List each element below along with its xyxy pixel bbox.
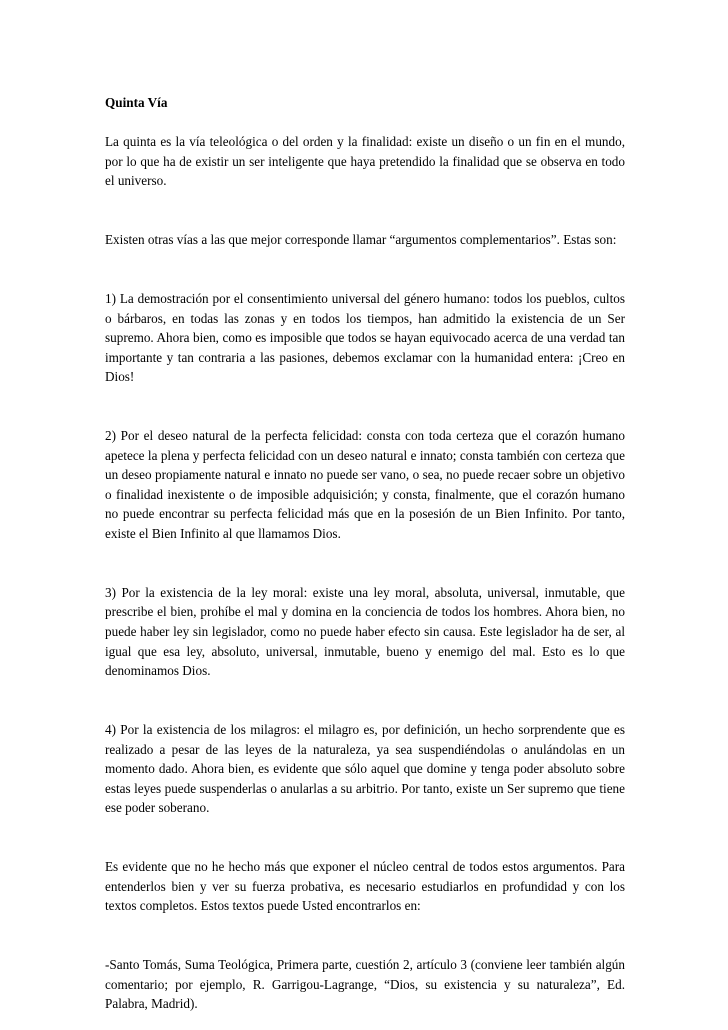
paragraph-gap — [105, 544, 625, 583]
paragraph-gap — [105, 916, 625, 955]
paragraph-quinta-via: La quinta es la vía teleológica o del orden y la finalidad: existe un diseño o un fin en el mundo, por lo que ha de existir un ser inteligente que haya pretendido la finalidad que se observa en todo el universo. — [105, 134, 625, 189]
document-page — [105, 93, 625, 1014]
section-heading: Quinta Vía — [105, 95, 168, 110]
paragraph-argument-4: 4) Por la existencia de los milagros: el milagro es, por definición, un hecho sorprendente que es realizado a pesar de las leyes de la naturaleza, ya sea suspendiéndolas o anulándolas en un momento dado. Ahora bien, es evidente que sólo aquel que domine y tenga poder absoluto sobre estas leyes puede suspenderlas o anularlas a su arbitrio. Por tanto, existe un Ser supremo que tiene ese poder soberano. — [105, 722, 625, 816]
paragraph-gap — [105, 818, 625, 857]
paragraph-gap — [105, 191, 625, 230]
paragraph-argument-3: 3) Por la existencia de la ley moral: existe una ley moral, absoluta, universal, inmutable, que prescribe el bien, prohíbe el mal y domina en la conciencia de todos los hombres. Ahora bien, no puede haber ley sin legislador, como no puede haber efecto sin causa. Este legislador ha de ser, al igual que esa ley, absoluto, universal, inmutable, bueno y enemigo del mal. Esto es lo que denominamos Dios. — [105, 584, 625, 679]
paragraph-gap — [105, 681, 625, 720]
paragraph-gap — [105, 250, 625, 289]
paragraph-argument-2: 2) Por el deseo natural de la perfecta felicidad: consta con toda certeza que el corazón humano apetece la plena y perfecta felicidad con un deseo natural e innato; consta también con certeza que un deseo propiamente natural e innato no puede ser vano, o sea, no puede recaer sobre un objetivo o finalidad inexistente o de imposible adquisición; y consta, finalmente, que el corazón humano no puede encontrar su perfecta felicidad más que en la posesión de un Bien Infinito. Por tanto, existe el Bien Infinito al que llamamos Dios. — [105, 428, 625, 542]
paragraph-gap — [105, 387, 625, 426]
paragraph-reference: -Santo Tomás, Suma Teológica, Primera parte, cuestión 2, artículo 3 (conviene leer también algún comentario; por ejemplo, R. Garrigou-Lagrange, “Dios, su existencia y su naturaleza”, Ed. Palabra, Madrid). — [105, 957, 625, 1012]
paragraph-argument-1: 1) La demostración por el consentimiento universal del género humano: todos los pueblos, cultos o bárbaros, en todas las zonas y en todos los tiempos, han admitido la existencia de un Ser supremo. Ahora bien, como es imposible que todos se hayan equivocado acerca de una verdad tan importante y tan contraria a las pasiones, debemos exclamar con la humanidad entera: ¡Creo en Dios! — [105, 290, 625, 385]
paragraph-conclusion: Es evidente que no he hecho más que exponer el núcleo central de todos estos argumentos. Para entenderlos bien y ver su fuerza probativa, es necesario estudiarlos en profundidad y con los textos completos. Estos textos puede Usted encontrarlos en: — [105, 859, 625, 914]
paragraph-otras-vias: Existen otras vías a las que mejor corresponde llamar “argumentos complementarios”. Estas son: — [105, 232, 617, 248]
